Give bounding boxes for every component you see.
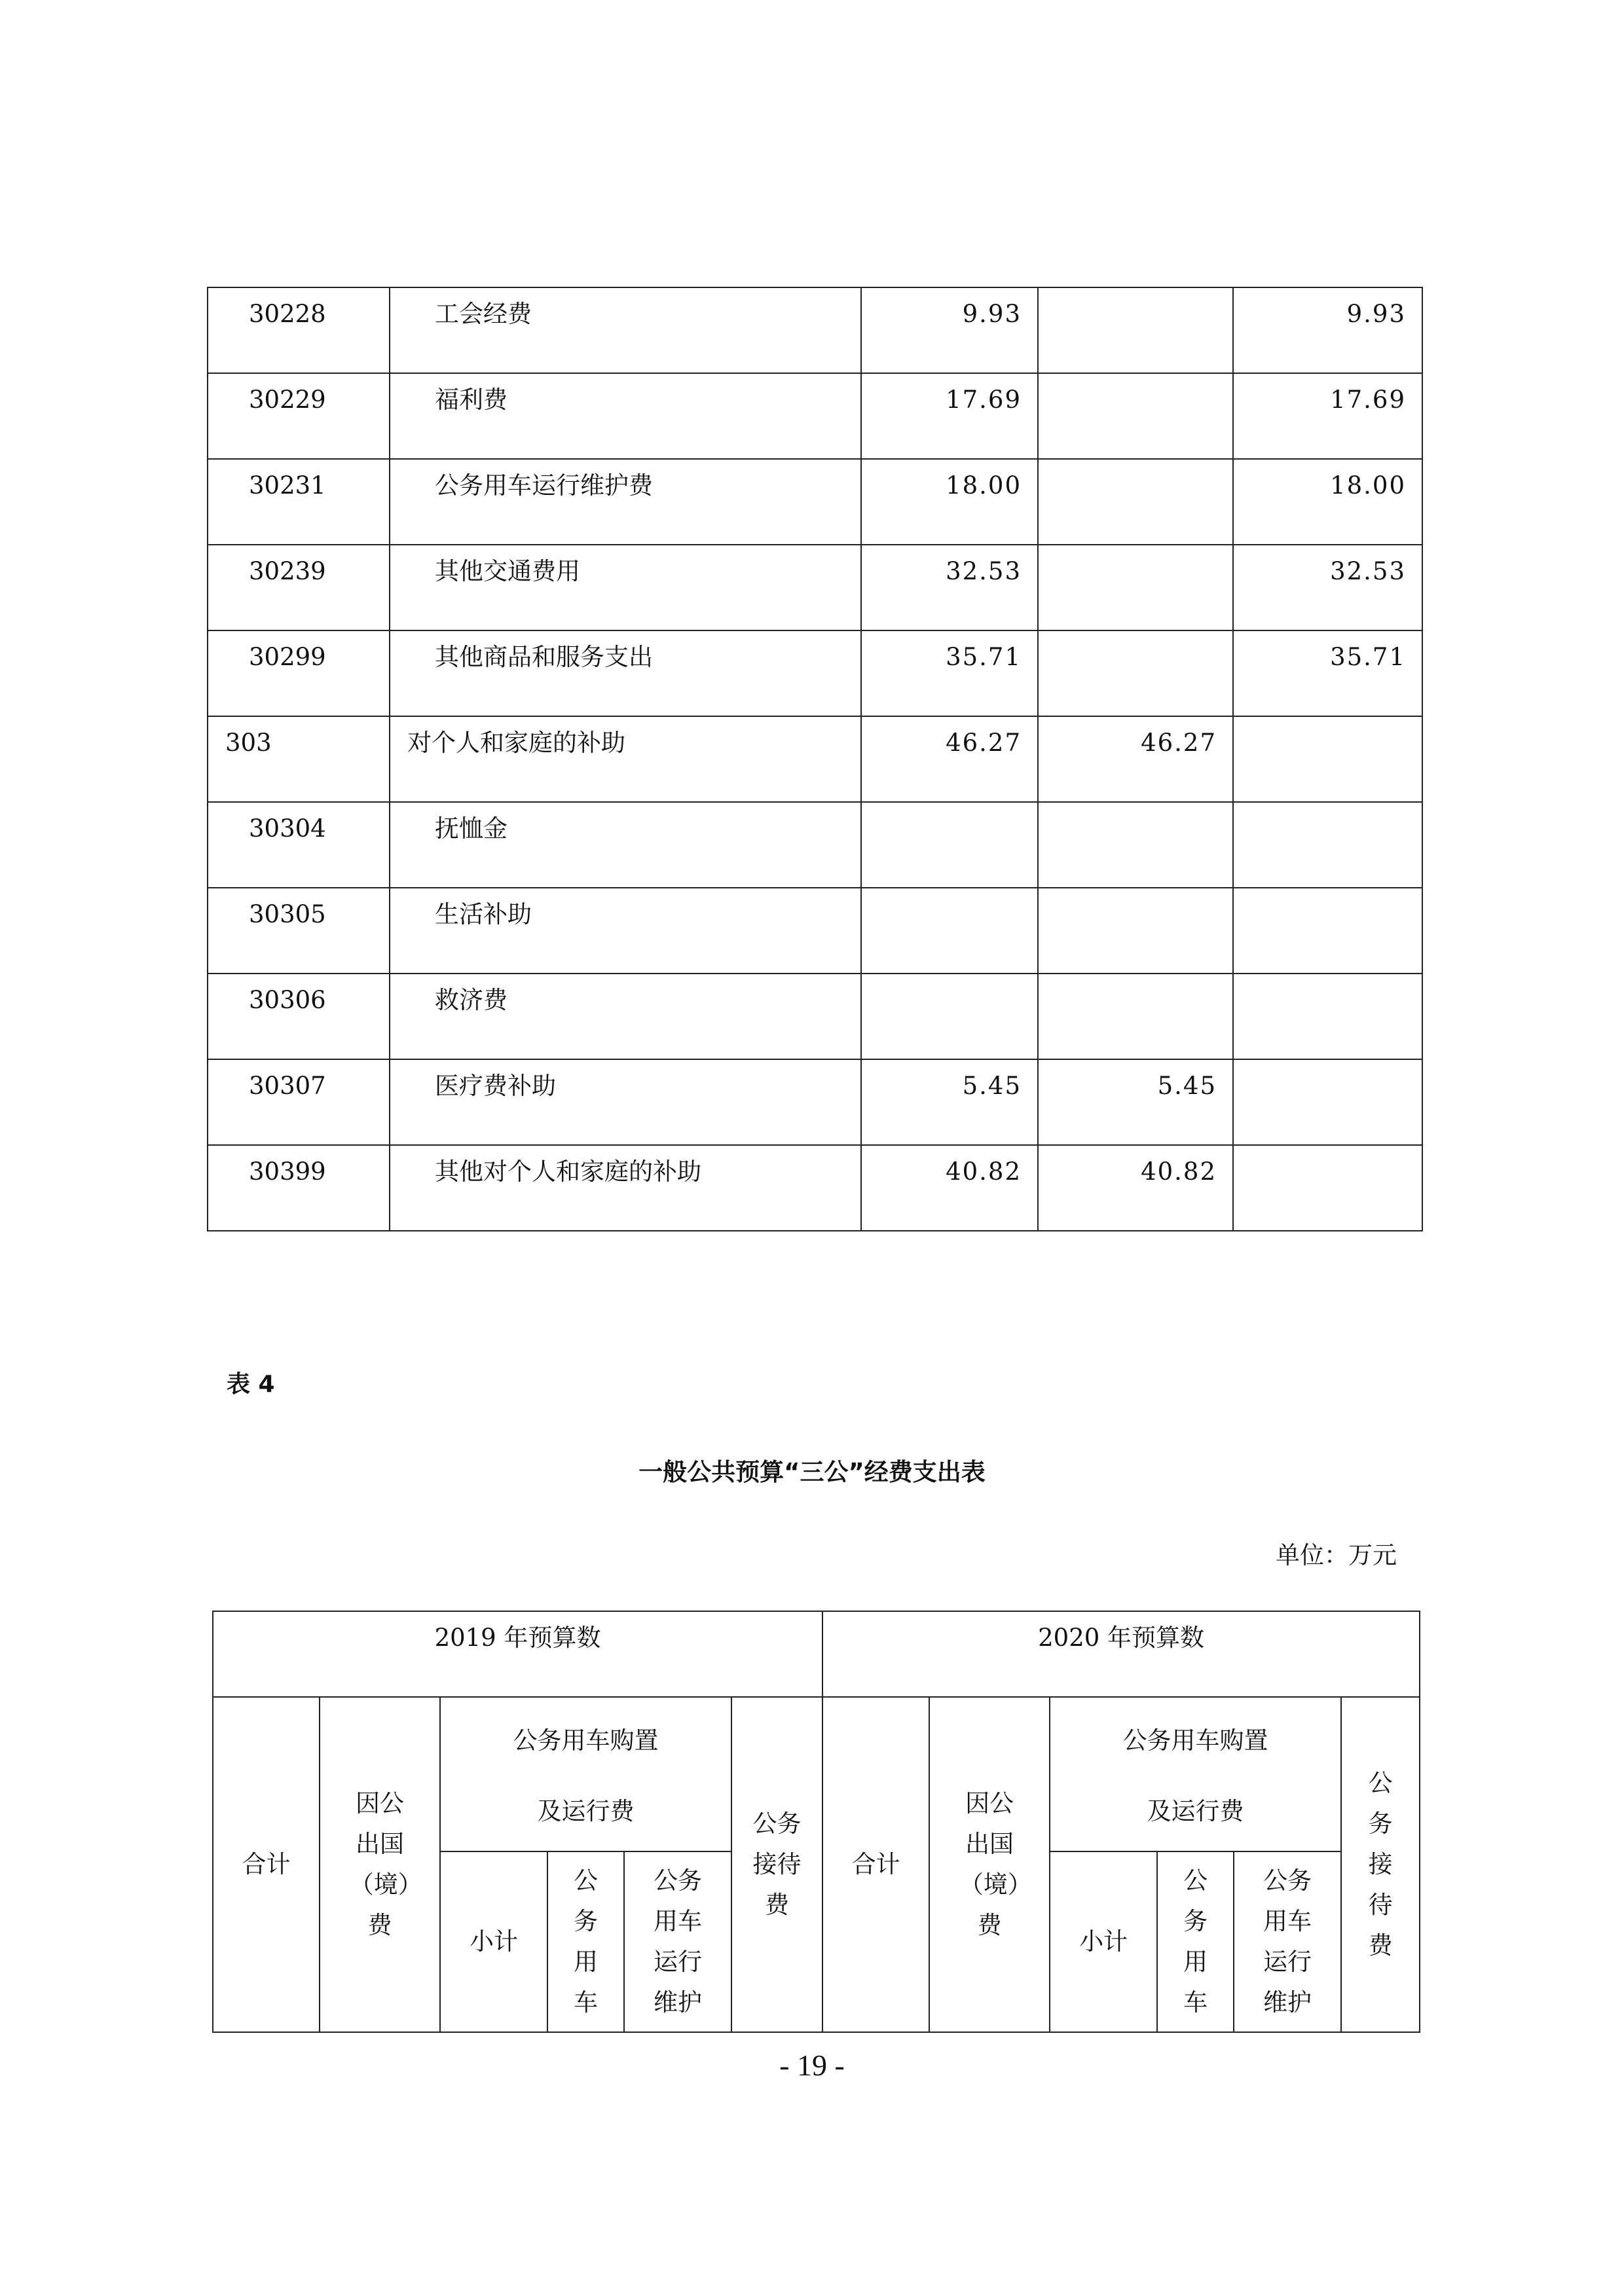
year-header-2019: 2019 年预算数 — [213, 1611, 822, 1697]
row-basic — [1038, 802, 1233, 888]
row-name: 对个人和家庭的补助 — [390, 716, 861, 802]
row-basic — [1038, 459, 1233, 545]
table-row — [208, 630, 1422, 716]
header-car-group-2019 — [440, 1697, 731, 1851]
table-number: 表 4 — [227, 1371, 275, 1398]
row-code: 30306 — [208, 974, 390, 1059]
row-basic — [1038, 888, 1233, 974]
car-group-text-2020: 公务用车购置及运行费 — [1122, 1726, 1268, 1825]
row-total: 5.45 — [861, 1059, 1038, 1145]
header-car-maintenance-2020 — [1234, 1851, 1341, 2032]
header-total-2020: 合计 — [822, 1697, 929, 2032]
table-row — [208, 545, 1422, 630]
table-row — [208, 287, 1422, 373]
row-project — [1233, 1145, 1422, 1231]
header-car-maintenance-2019 — [624, 1851, 731, 2032]
table-row — [208, 974, 1422, 1059]
header-abroad-2020 — [929, 1697, 1050, 2032]
table-row — [208, 1145, 1422, 1231]
table-title: 一般公共预算“三公”经费支出表 — [638, 1458, 986, 1486]
table-row — [208, 459, 1422, 545]
unit-label: 单位：万元 — [1276, 1541, 1397, 1569]
table-row — [208, 1059, 1422, 1145]
row-code: 30228 — [208, 287, 390, 373]
three-public-expenses-table — [212, 1611, 1420, 2033]
header-subtotal-2019: 小计 — [440, 1851, 547, 2032]
row-project — [1233, 888, 1422, 974]
row-code: 30229 — [208, 373, 390, 459]
abroad-text-2019: 因公出国（境）费 — [349, 1789, 411, 1939]
header-car-purchase-2019 — [547, 1851, 624, 2032]
table-row — [208, 716, 1422, 802]
row-basic: 46.27 — [1038, 716, 1233, 802]
row-total: 17.69 — [861, 373, 1038, 459]
table-row — [208, 373, 1422, 459]
row-name: 其他交通费用 — [390, 545, 861, 630]
year-header-2020: 2020 年预算数 — [822, 1611, 1420, 1697]
row-total: 40.82 — [861, 1145, 1038, 1231]
row-basic — [1038, 373, 1233, 459]
row-total — [861, 974, 1038, 1059]
row-code: 303 — [208, 716, 390, 802]
reception-text-2020: 公务接待费 — [1368, 1769, 1393, 1959]
row-total: 46.27 — [861, 716, 1038, 802]
row-code: 30305 — [208, 888, 390, 974]
row-name: 其他对个人和家庭的补助 — [390, 1145, 861, 1231]
row-name: 抚恤金 — [390, 802, 861, 888]
reception-text-2019: 公务接待费 — [752, 1810, 802, 1919]
row-total — [861, 888, 1038, 974]
car-maintenance-text-2020: 公务用车运行维护 — [1263, 1867, 1312, 2016]
header-reception-2019 — [731, 1697, 822, 2032]
row-name: 生活补助 — [390, 888, 861, 974]
row-code: 30299 — [208, 630, 390, 716]
row-total — [861, 802, 1038, 888]
row-project — [1233, 716, 1422, 802]
row-project: 32.53 — [1233, 545, 1422, 630]
row-name: 医疗费补助 — [390, 1059, 861, 1145]
row-basic: 5.45 — [1038, 1059, 1233, 1145]
abroad-text-2020: 因公出国（境）费 — [959, 1789, 1020, 1939]
row-basic — [1038, 287, 1233, 373]
row-basic — [1038, 545, 1233, 630]
row-project — [1233, 1059, 1422, 1145]
row-project: 17.69 — [1233, 373, 1422, 459]
row-project: 35.71 — [1233, 630, 1422, 716]
row-basic — [1038, 974, 1233, 1059]
row-basic: 40.82 — [1038, 1145, 1233, 1231]
table-row — [208, 802, 1422, 888]
row-code: 30239 — [208, 545, 390, 630]
car-group-text-2019: 公务用车购置及运行费 — [513, 1726, 659, 1825]
header-reception-2020 — [1341, 1697, 1420, 2032]
row-project — [1233, 974, 1422, 1059]
header-car-group-2020 — [1050, 1697, 1341, 1851]
header-total-2019: 合计 — [213, 1697, 320, 2032]
row-name: 福利费 — [390, 373, 861, 459]
row-total: 18.00 — [861, 459, 1038, 545]
header-subtotal-2020: 小计 — [1050, 1851, 1157, 2032]
row-name: 工会经费 — [390, 287, 861, 373]
expenditure-detail-table — [207, 287, 1423, 1231]
row-project — [1233, 802, 1422, 888]
row-code: 30307 — [208, 1059, 390, 1145]
row-code: 30399 — [208, 1145, 390, 1231]
row-name: 救济费 — [390, 974, 861, 1059]
car-purchase-text-2020: 公务用车 — [1183, 1867, 1208, 2016]
row-total: 35.71 — [861, 630, 1038, 716]
row-total: 32.53 — [861, 545, 1038, 630]
row-project: 9.93 — [1233, 287, 1422, 373]
row-name: 其他商品和服务支出 — [390, 630, 861, 716]
header-abroad-2019 — [320, 1697, 440, 2032]
header-car-purchase-2020 — [1157, 1851, 1234, 2032]
table-row — [208, 888, 1422, 974]
row-project: 18.00 — [1233, 459, 1422, 545]
page-number: - 19 - — [779, 2049, 845, 2082]
row-code: 30304 — [208, 802, 390, 888]
row-basic — [1038, 630, 1233, 716]
row-code: 30231 — [208, 459, 390, 545]
row-name: 公务用车运行维护费 — [390, 459, 861, 545]
row-total: 9.93 — [861, 287, 1038, 373]
car-purchase-text-2019: 公务用车 — [574, 1867, 598, 2016]
car-maintenance-text-2019: 公务用车运行维护 — [654, 1867, 702, 2016]
